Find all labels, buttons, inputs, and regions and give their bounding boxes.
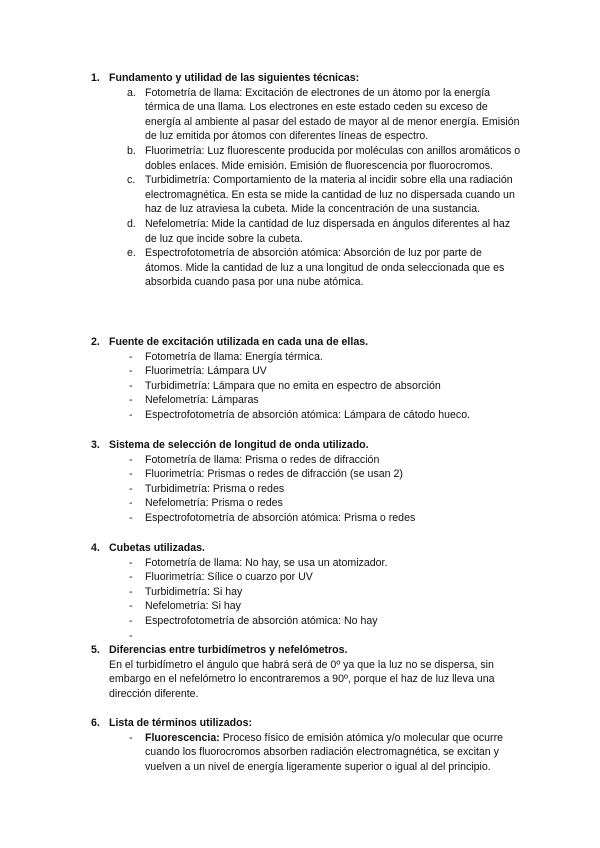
section-number: 2. [91,336,100,348]
list-item [91,173,521,217]
item-marker: - [129,556,133,569]
list-item [91,629,521,644]
item-marker: - [129,365,133,378]
item-marker: - [129,600,133,613]
item-text: Turbidimetría: Si hay [145,585,243,598]
section-title [91,335,521,350]
list-item [91,482,521,497]
list-item [91,511,521,526]
item-text: Turbidimetría: Comportamiento de la materia al incidir sobre ella una radiación electromagnética. En esta se mide la cantidad de luz no dispersada cuando un haz de luz atraviesa la cubeta. Mide la concentración de una sustancia. [145,174,515,216]
item-text: Fotometría de llama: Energía térmica. [145,350,323,363]
item-text: Turbidimetría: Prisma o redes [145,482,285,495]
item-text: Fluorimetría: Lámpara UV [145,365,267,378]
section-heading: Lista de términos utilizados: [109,717,253,729]
item-text: Proceso físico de emisión atómica y/o molecular que ocurre cuando los fluorocromos absorben radiación electromagnética, se excitan y vuelven a un nivel de energía ligeramente superior o igual al del principio. [145,731,503,773]
item-text: Turbidimetría: Lámpara que no emita en espectro de absorción [145,379,441,392]
section-number: 4. [91,542,100,554]
item-text: Fotometría de llama: Excitación de electrones de un átomo por la energía térmica de una llama. Los electrones en este estado ceden su exceso de energía al ambiente al pasar del estado de mayor al de menor energía. Emisión de luz emitida por átomos con diferentes líneas de espectro. [145,86,520,143]
item-marker: a. [127,86,136,99]
list-item [91,246,521,290]
section-6 [91,716,521,774]
term-label: Fluorescencia: [145,731,220,744]
item-marker: - [129,511,133,524]
item-text: Espectrofotometría de absorción atómica: Lámpara de cátodo hueco. [145,408,471,421]
list-item [91,731,521,775]
section-heading: Diferencias entre turbidímetros y nefelómetros. [109,644,348,656]
section-heading: Sistema de selección de longitud de onda utilizado. [109,439,369,451]
list-item [91,350,521,365]
list-item [91,408,521,423]
section-title [91,643,521,658]
section-2 [91,335,521,423]
item-text: Fotometría de llama: Prisma o redes de difracción [145,453,380,466]
item-text: Espectrofotometría de absorción atómica: No hay [145,614,378,627]
item-marker: - [129,408,133,421]
section-4 [91,541,521,643]
item-text: Fluorimetría: Sílice o cuarzo por UV [145,571,313,584]
bullet-list [91,350,521,423]
section-number: 6. [91,717,100,729]
item-marker: - [129,453,133,466]
list-item [91,467,521,482]
item-text: Nefelometría: Prisma o redes [145,497,283,510]
list-item [91,599,521,614]
item-text: Nefelometría: Lámparas [145,394,259,407]
section-heading: Fuente de excitación utilizada en cada una de ellas. [109,336,369,348]
item-text: Espectrofotometría de absorción atómica: Prisma o redes [145,511,416,524]
item-text: Fotometría de llama: No hay, se usa un atomizador. [145,556,388,569]
section-title [91,541,521,556]
section-1 [91,71,521,290]
list-item [91,614,521,629]
item-marker: - [129,585,133,598]
item-marker: - [129,731,133,744]
item-marker: - [129,497,133,510]
item-marker: - [129,614,133,627]
section-number: 1. [91,72,100,84]
section-number: 3. [91,439,100,451]
list-item [91,453,521,468]
item-text: Espectrofotometría de absorción atómica: Absorción de luz por parte de átomos. Mide la cantidad de luz a una longitud de onda seleccionada que es absorbida cuando pasa por una nube atómica. [145,247,505,289]
item-marker: c. [127,174,136,187]
list-item [91,364,521,379]
item-marker: - [129,394,133,407]
section-title [91,716,521,731]
item-marker: - [129,629,133,642]
bullet-list [91,731,521,775]
section-paragraph: En el turbidímetro el ángulo que habrá será de 0º ya que la luz no se dispersa, sin embargo en el nefelómetro lo encontraremos a 90º, porque el haz de luz lleva una dirección diferente. [109,658,495,700]
section-number: 5. [91,644,100,656]
list-item [91,570,521,585]
item-marker: d. [127,217,136,230]
item-marker: - [129,468,133,481]
item-text: Fluorimetría: Prismas o redes de difracción (se usan 2) [145,468,403,481]
item-marker: - [129,482,133,495]
bullet-list [91,453,521,526]
item-marker: - [129,379,133,392]
list-item [91,556,521,571]
item-marker: b. [127,144,136,157]
list-item [91,86,521,144]
item-text: Nefelometría: Mide la cantidad de luz dispersada en ángulos diferentes al haz de luz que incide sobre la cubeta. [145,217,511,245]
section-3 [91,438,521,526]
list-item [91,585,521,600]
technique-list [91,86,521,290]
section-5 [91,643,521,701]
list-item [91,217,521,246]
bullet-list [91,556,521,644]
list-item [91,144,521,173]
item-text: Fluorimetría: Luz fluorescente producida por moléculas con anillos aromáticos o dobles enlaces. Mide emisión. Emisión de fluorescencia por fluorocromos. [145,144,521,172]
section-heading: Fundamento y utilidad de las siguientes técnicas: [109,72,360,84]
list-item [91,496,521,511]
item-marker: - [129,571,133,584]
item-marker: e. [127,247,136,260]
section-heading: Cubetas utilizadas. [109,542,205,554]
item-marker: - [129,350,133,363]
section-title [91,71,521,86]
section-title [91,438,521,453]
item-text: Nefelometría: Si hay [145,600,241,613]
list-item [91,393,521,408]
list-item [91,379,521,394]
